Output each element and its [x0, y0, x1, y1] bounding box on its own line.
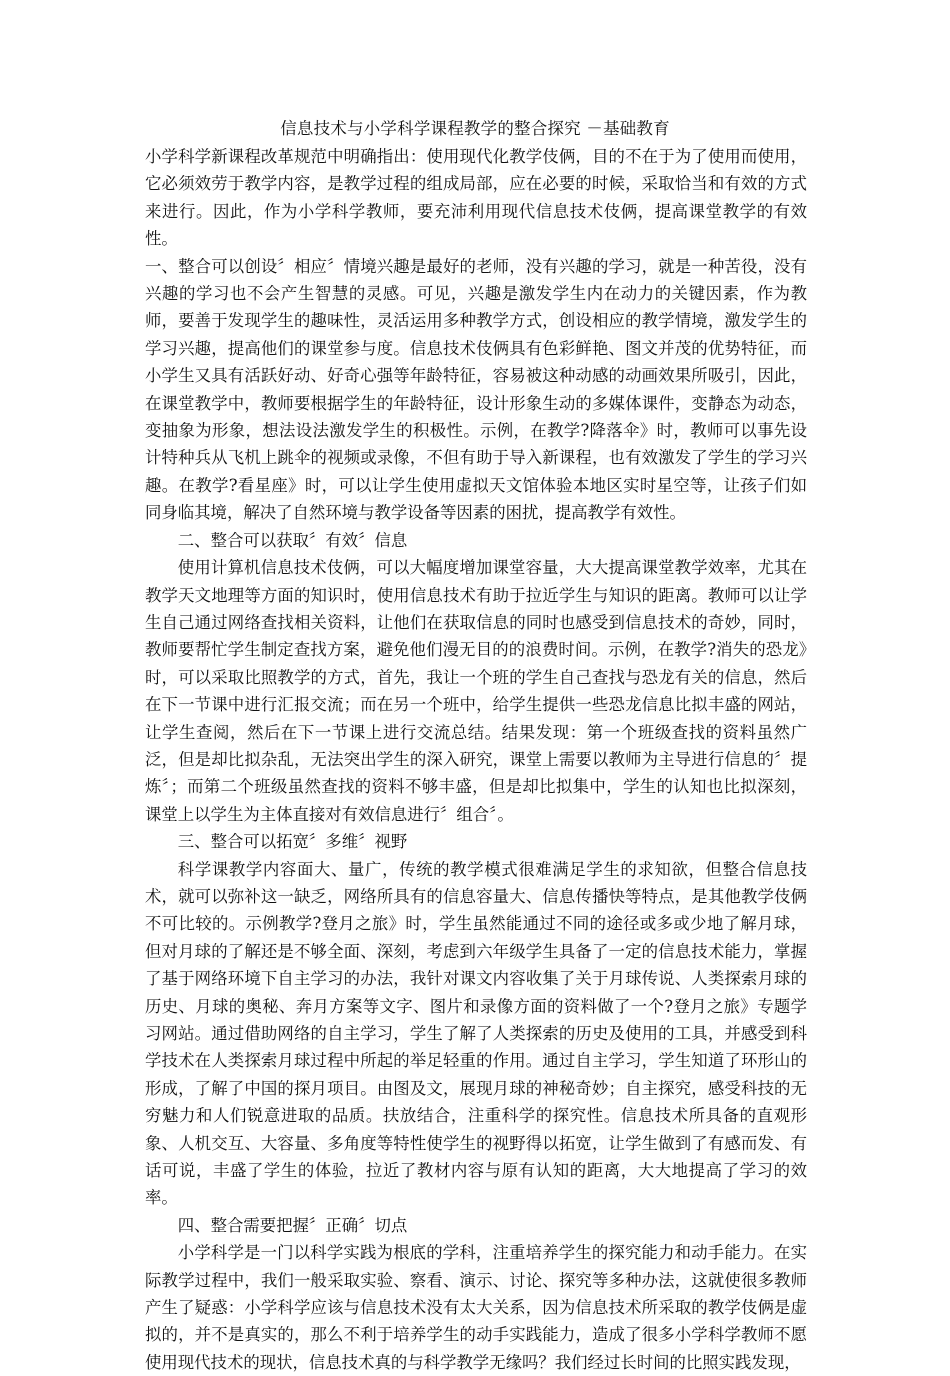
document-body	[145, 143, 807, 1376]
section-1-paragraph: 一、整合可以创设〞相应〞情境兴趣是最好的老师，没有兴趣的学习，就是一种苦役，没有兴趣的学习也不会产生智慧的灵感。可见，兴趣是激发学生内在动力的关键因素，作为教师，要善于发现学生的趣味性，灵活运用多种教学方式，创设相应的教学情境，激发学生的学习兴趣，提高他们的课堂参与度。信息技术伎俩具有色彩鲜艳、图文并茂的优势特征，而小学生又具有活跃好动、好奇心强等年龄特征，容易被这种动感的动画效果所吸引，因此，在课堂教学中，教师要根据学生的年龄特征，设计形象生动的多媒体课件，变静态为动态，变抽象为形象，想法设法激发学生的积极性。示例，在教学?降落伞》时，教师可以事先设计特种兵从飞机上跳伞的视频或录像，不但有助于导入新课程，也有效激发了学生的学习兴趣。在教学?看星座》时，可以让学生使用虚拟天文馆体验本地区实时星空等，让孩子们如同身临其境，解决了自然环境与教学设备等因素的困扰，提高教学有效性。	[145, 256, 807, 523]
document-title: 信息技术与小学科学课程教学的整合探究 －基础教育	[280, 119, 670, 138]
section-3-heading: 三、整合可以拓宽〞多维〞视野	[177, 832, 408, 852]
section-3-paragraph: 科学课教学内容面大、量广，传统的教学模式很难满足学生的求知欲，但整合信息技术，就可以弥补这一缺乏，网络所具有的信息容量大、信息传播快等特点，是其他教学伎俩不可比较的。示例教学?登月之旅》时，学生虽然能通过不同的途径或多或少地了解月球，但对月球的了解还是不够全面、深刻，考虑到六年级学生具备了一定的信息技术能力，掌握了基于网络环境下自主学习的办法，我针对课文内容收集了关于月球传说、人类探索月球的历史、月球的奥秘、奔月方案等文字、图片和录像方面的资料做了一个?登月之旅》专题学习网站。通过借助网络的自主学习，学生了解了人类探索的历史及使用的工具，并感受到科学技术在人类探索月球过程中所起的举足轻重的作用。通过自主学习，学生知道了环形山的形成，了解了中国的探月项目。由图及文，展现月球的神秘奇妙；自主探究，感受科技的无穷魅力和人们锐意进取的品质。扶放结合，注重科学的探究性。信息技术所具备的直观形象、人机交互、大容量、多角度等特性使学生的视野得以拓宽，让学生做到了有感而发、有话可说，丰盛了学生的体验，拉近了教材内容与原有认知的距离，大大地提高了学习的效率。	[145, 859, 807, 1208]
intro-paragraph: 小学科学新课程改革规范中明确指出：使用现代化教学伎俩，目的不在于为了使用而使用，它必须效劳于教学内容，是教学过程的组成局部，应在必要的时候，采取恰当和有效的方式来进行。因此，作为小学科学教师，要充沛利用现代信息技术伎俩，提高课堂教学的有效性。	[145, 147, 807, 249]
section-4-paragraph: 小学科学是一门以科学实践为根底的学科，注重培养学生的探究能力和动手能力。在实际教学过程中，我们一般采取实验、察看、演示、讨论、探究等多种办法，这就使很多教师产生了疑惑：小学科学应该与信息技术没有太大关系，因为信息技术所采取的教学伎俩是虚拟的，并不是真实的，那么不利于培养学生的动手实践能力，造成了很多小学科学教师不愿使用现代技术的现状，信息技术真的与科学教学无缘吗？我们经过长时间的比照实践发现，	[145, 1243, 807, 1372]
section-2-heading: 二、整合可以获取〞有效〞信息	[177, 530, 408, 550]
section-2-paragraph: 使用计算机信息技术伎俩，可以大幅度增加课堂容量，大大提高课堂教学效率，尤其在教学天文地理等方面的知识时，使用信息技术有助于拉近学生与知识的距离。教师可以让学生自己通过网络查找相关资料，让他们在获取信息的同时也感受到信息技术的奇妙，同时，教师要帮忙学生制定查找方案，避免他们漫无目的的浪费时间。示例，在教学?消失的恐龙》时，可以采取比照教学的方式，首先，我让一个班的学生自己查找与恐龙有关的信息，然后在下一节课中进行汇报交流；而在另一个班中，给学生提供一些恐龙信息比拟丰盛的网站，让学生查阅，然后在下一节课上进行交流总结。结果发现：第一个班级查找的资料虽然广泛，但是却比拟杂乱，无法突出学生的深入研究，课堂上需要以教师为主导进行信息的〞提炼〞；而第二个班级虽然查找的资料不够丰盛，但是却比拟集中，学生的认知也比拟深刻，课堂上以学生为主体直接对有效信息进行〞组合〞。	[145, 558, 807, 824]
section-4-heading: 四、整合需要把握〞正确〞切点	[177, 1215, 408, 1235]
